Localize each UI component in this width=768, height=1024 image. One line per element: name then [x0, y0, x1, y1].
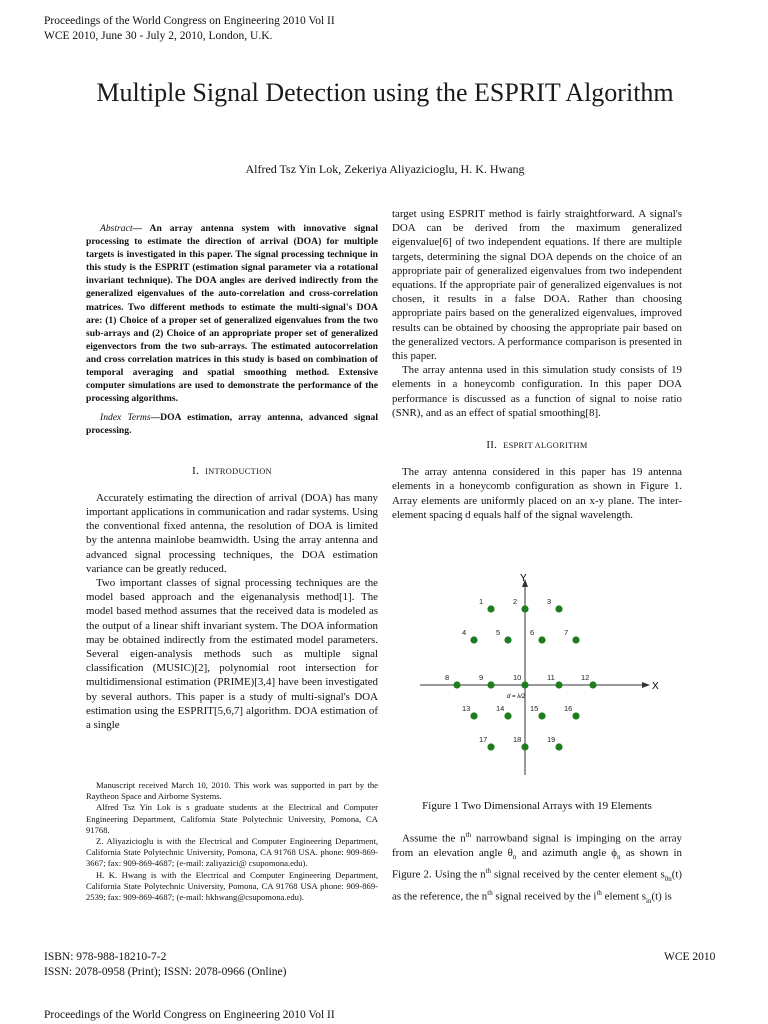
spacing-label: d = λ/2	[507, 694, 526, 700]
array-element-label: 9	[479, 673, 484, 682]
array-element-11	[555, 681, 562, 688]
footer-isbn-issn	[44, 950, 286, 979]
footnote-author-1: Alfred Tsz Yin Lok is s graduate students at the Electrical and Computer Engineering Department, California State Polytechnic University, Pomona, CA 91768.	[86, 802, 378, 835]
author-list: Alfred Tsz Yin Lok, Zekeriya Aliyazicioglu, H. K. Hwang	[245, 162, 525, 176]
narrowband-paragraph: Assume the $n^{th}$ narrowband signal is impinging on the array from an elevation angle $\theta_n$ and azimuth angle $\phi_n$ as shown in Figure 2. Using the $n^{th}$ signal received by the center element $s_{0n}(t)$ as the reference, the $n^{th}$ signal received by the $i^{th}$ element $s_{in}(t)$ is	[392, 831, 683, 905]
array-figure	[410, 570, 660, 780]
array-element-6	[538, 636, 545, 643]
left-column	[86, 222, 378, 732]
array-element-14	[504, 712, 511, 719]
abstract-label: Abstract	[100, 223, 133, 234]
array-element-16	[572, 712, 579, 719]
array-element-label: 8	[445, 673, 450, 682]
array-element-label: 13	[462, 704, 471, 713]
array-element-8	[453, 681, 460, 688]
footer-conf: WCE 2010	[664, 951, 716, 963]
array-element-9	[487, 681, 494, 688]
array-element-label: 5	[496, 628, 501, 637]
header-line-2: WCE 2010, June 30 - July 2, 2010, London, U.K.	[44, 30, 273, 42]
array-element-label: 7	[564, 628, 569, 637]
intro-paragraph-1: Accurately estimating the direction of arrival (DOA) has many important applications in communication and radar systems. Using the conventional fixed antenna, the resolution of DOA is limited by the antenna mainlobe beamwidth. Using the array antenna and advanced signal processing techniques, the DOA estimation variance can be greatly reduced.	[86, 491, 378, 575]
array-element-label: 11	[547, 673, 555, 682]
array-element-10	[521, 681, 528, 688]
footnote-author-3: H. K. Hwang is with the Electrical and Computer Engineering Department, California State Polytechnic University, Pomona, CA 91768 USA phone: 909-869-2539; fax: 909-869-4687; (e-mail: hkhwang@csupomona.edu).	[86, 869, 378, 903]
array-element-4	[470, 636, 477, 643]
array-element-label: 10	[513, 673, 522, 682]
section-title: ESPRIT ALGORITHM	[503, 441, 588, 451]
array-element-label: 4	[462, 628, 467, 637]
array-element-label: 17	[479, 735, 488, 744]
figure-caption: Figure 1 Two Dimensional Arrays with 19 Elements	[422, 800, 652, 812]
array-element-label: 6	[530, 628, 535, 637]
section-heading-esprit	[392, 438, 682, 453]
section-number: I.	[192, 464, 200, 477]
array-element-5	[504, 636, 511, 643]
array-element-label: 19	[547, 735, 556, 744]
y-axis-label: Y	[520, 573, 527, 584]
array-element-label: 2	[513, 597, 518, 606]
array-element-3	[555, 605, 562, 612]
array-element-label: 16	[564, 704, 573, 713]
array-element-label: 18	[513, 735, 522, 744]
array-elements	[445, 597, 597, 751]
array-element-2	[521, 605, 528, 612]
right-paragraph-2: The array antenna used in this simulation study consists of 19 elements in a honeycomb configuration. In this paper DOA performance is discussed as a function of signal to noise ratio (SNR), and as an effect of spatial smoothing[8].	[392, 364, 682, 419]
footnote-author-2: Z. Aliyazicioglu is with the Electrical and Computer Engineering Department, California State Polytechnic University, Pomona, CA 91768 USA. phone: 909-869-3667; fax: 909-869-4687; (e-mail: zaliyazici@ csupomona.edu).	[86, 836, 378, 869]
array-element-15	[538, 712, 545, 719]
array-element-label: 15	[530, 704, 539, 713]
index-terms	[86, 411, 378, 437]
array-element-12	[589, 681, 596, 688]
issn: ISSN: 2078-0958 (Print); ISSN: 2078-0966 (Online)	[44, 965, 287, 978]
running-header	[44, 14, 335, 44]
array-element-label: 14	[496, 704, 505, 713]
right-column	[392, 207, 682, 522]
array-element-19	[555, 743, 562, 750]
section-heading-introduction	[86, 464, 378, 479]
array-element-7	[572, 636, 579, 643]
section-number: II.	[486, 439, 498, 452]
index-terms-text: —DOA estimation, array antenna, advanced signal processing.	[86, 412, 378, 437]
array-element-17	[487, 743, 494, 750]
right-paragraph-1: target using ESPRIT method is fairly straightforward. A signal's DOA can be derived from the maximum generalized eigenvalue[6] of two independent equations. If there are multiple targets, determining the signal DOA depends on the choice of an appropriate pair of generalized eigenvalues from two independent equations. If the appropriate pair of generalized eigenvalues is not chosen, it results in a false DOA. Rather than choosing appropriate pairs based on the generalized eigenvalues, improved results can be obtained by choosing the appropriate pair based on the generalized vectors. A performance comparison is presented in this paper.	[392, 208, 682, 363]
section-title: INTRODUCTION	[205, 466, 272, 476]
intro-paragraph-2: Two important classes of signal processing techniques are the model based approach and the eigenanalysis method[1]. The model based method assumes that the received data is modeled as the output of a linear shift invariant system. The DOA information may be obtained indirectly from the estimated model parameters. Several eigen-analysis methods such as multiple signal classification (MUSIC)[2], polynomial root intersection for multidimensional estimation (PRIME)[3,4] have been investigated by several authors. This paper is a study of multi-signal's DOA estimation using the ESPRIT[5,6,7] algorithm. DOA estimation of a single	[86, 576, 378, 731]
abstract	[86, 222, 378, 405]
esprit-paragraph-1: The array antenna considered in this paper has 19 antenna elements in a honeycomb configuration as shown in Figure 1. Array elements are uniformly placed on an x-y plane. The inter-element spacing d equals half of the signal wavelength.	[392, 466, 682, 521]
isbn: ISBN: 978-988-18210-7-2	[44, 951, 167, 963]
paper-title: Multiple Signal Detection using the ESPRIT Algorithm	[96, 78, 674, 107]
footer-running: Proceedings of the World Congress on Engineering 2010 Vol II	[44, 1009, 335, 1021]
index-terms-label: Index Terms	[100, 412, 151, 424]
array-element-label: 12	[581, 673, 590, 682]
array-element-18	[521, 743, 528, 750]
x-axis-arrow	[642, 682, 650, 688]
abstract-text: — An array antenna system with innovative signal processing to estimate the direction of arrival (DOA) for multiple targets is investigated in this paper. The signal processing technique in this study is the ESPRIT (estimation signal parameter via a rotational invariant technique). The DOA angles are derived indirectly from the generalized eigenvalues of the auto-correlation and cross-correlation matrices. Two different methods to estimate the multi-signal's DOA are: (1) Choice of a proper set of generalized eigenvalues from the two sub-arrays and (2) Choice of an appropriate proper set of generalized eigenvectors from the two sub-arrays. The estimated autocorrelation and cross correlation matrices in this study is based on combination of temporal averaging and spatial smoothing method. Extensive computer simulations are used to demonstrate the performance of the processing algorithms.	[86, 223, 378, 405]
array-element-13	[470, 712, 477, 719]
x-axis-label: X	[652, 681, 659, 692]
array-element-label: 1	[479, 597, 484, 606]
header-line-1: Proceedings of the World Congress on Engineering 2010 Vol II	[44, 15, 335, 27]
after-figure-paragraph	[392, 828, 682, 908]
footnote-manuscript: Manuscript received March 10, 2010. This work was supported in part by the Raytheon Space and Airborne Systems.	[86, 780, 378, 802]
array-element-1	[487, 605, 494, 612]
array-element-label: 3	[547, 597, 552, 606]
footnotes	[86, 780, 378, 903]
